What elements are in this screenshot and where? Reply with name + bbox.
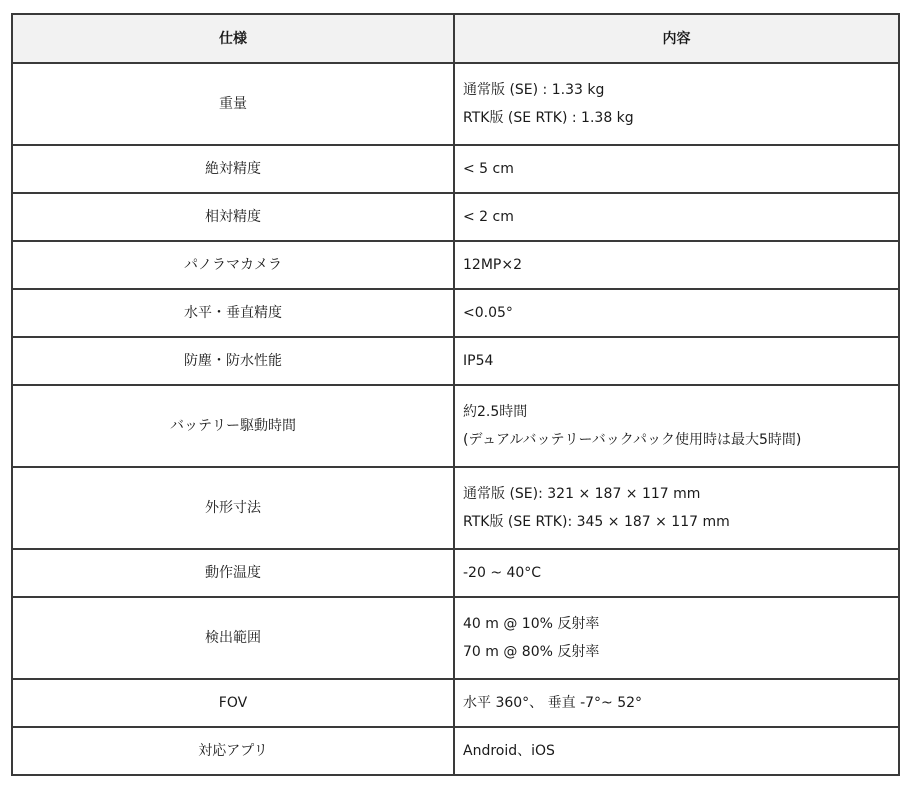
value-line: 約2.5時間 [463, 404, 528, 420]
spec-cell: FOV [12, 679, 454, 727]
value-cell [454, 597, 899, 679]
value-line: 水平 360°、 垂直 -7°~ 52° [463, 695, 643, 711]
table-row [12, 679, 899, 727]
spec-cell: パノラマカメラ [12, 241, 454, 289]
value-cell [454, 727, 899, 775]
table-row [12, 597, 899, 679]
value-cell [454, 385, 899, 467]
value-cell [454, 289, 899, 337]
table-row [12, 385, 899, 467]
table-row [12, 289, 899, 337]
spec-table [11, 13, 900, 776]
spec-cell: 相対精度 [12, 193, 454, 241]
value-cell [454, 241, 899, 289]
value-cell [454, 337, 899, 385]
value-cell [454, 467, 899, 549]
spec-column-header: 仕様 [12, 14, 454, 63]
value-line: (デュアルバッテリーバックパック使用時は最大5時間) [463, 432, 802, 448]
value-line: Android、iOS [463, 743, 555, 759]
value-cell [454, 145, 899, 193]
content-column-header: 内容 [454, 14, 899, 63]
table-row [12, 549, 899, 597]
spec-cell: 外形寸法 [12, 467, 454, 549]
value-line: RTK版 (SE RTK) : 1.38 kg [463, 110, 634, 126]
spec-cell: 防塵・防水性能 [12, 337, 454, 385]
value-cell [454, 679, 899, 727]
spec-cell: 対応アプリ [12, 727, 454, 775]
spec-cell: 動作温度 [12, 549, 454, 597]
value-line: 通常版 (SE): 321 × 187 × 117 mm [463, 486, 701, 502]
value-line: 40 m @ 10% 反射率 [463, 616, 600, 632]
value-line: 12MP×2 [463, 257, 522, 273]
spec-cell: 検出範囲 [12, 597, 454, 679]
value-line: < 5 cm [463, 161, 514, 177]
table-header-row [12, 14, 899, 63]
value-line: IP54 [463, 353, 494, 369]
value-line: < 2 cm [463, 209, 514, 225]
table-row [12, 193, 899, 241]
table-row [12, 63, 899, 145]
value-line: 通常版 (SE) : 1.33 kg [463, 82, 605, 98]
spec-cell: 重量 [12, 63, 454, 145]
value-cell [454, 549, 899, 597]
value-line: <0.05° [463, 305, 513, 321]
spec-cell: 絶対精度 [12, 145, 454, 193]
table-row [12, 467, 899, 549]
value-cell [454, 193, 899, 241]
table-row [12, 241, 899, 289]
spec-table-container [11, 13, 898, 776]
table-row [12, 337, 899, 385]
value-line: -20 ~ 40°C [463, 565, 542, 581]
value-cell [454, 63, 899, 145]
table-row [12, 145, 899, 193]
spec-cell: バッテリー駆動時間 [12, 385, 454, 467]
value-line: RTK版 (SE RTK): 345 × 187 × 117 mm [463, 514, 730, 530]
value-line: 70 m @ 80% 反射率 [463, 644, 600, 660]
table-row [12, 727, 899, 775]
spec-cell: 水平・垂直精度 [12, 289, 454, 337]
